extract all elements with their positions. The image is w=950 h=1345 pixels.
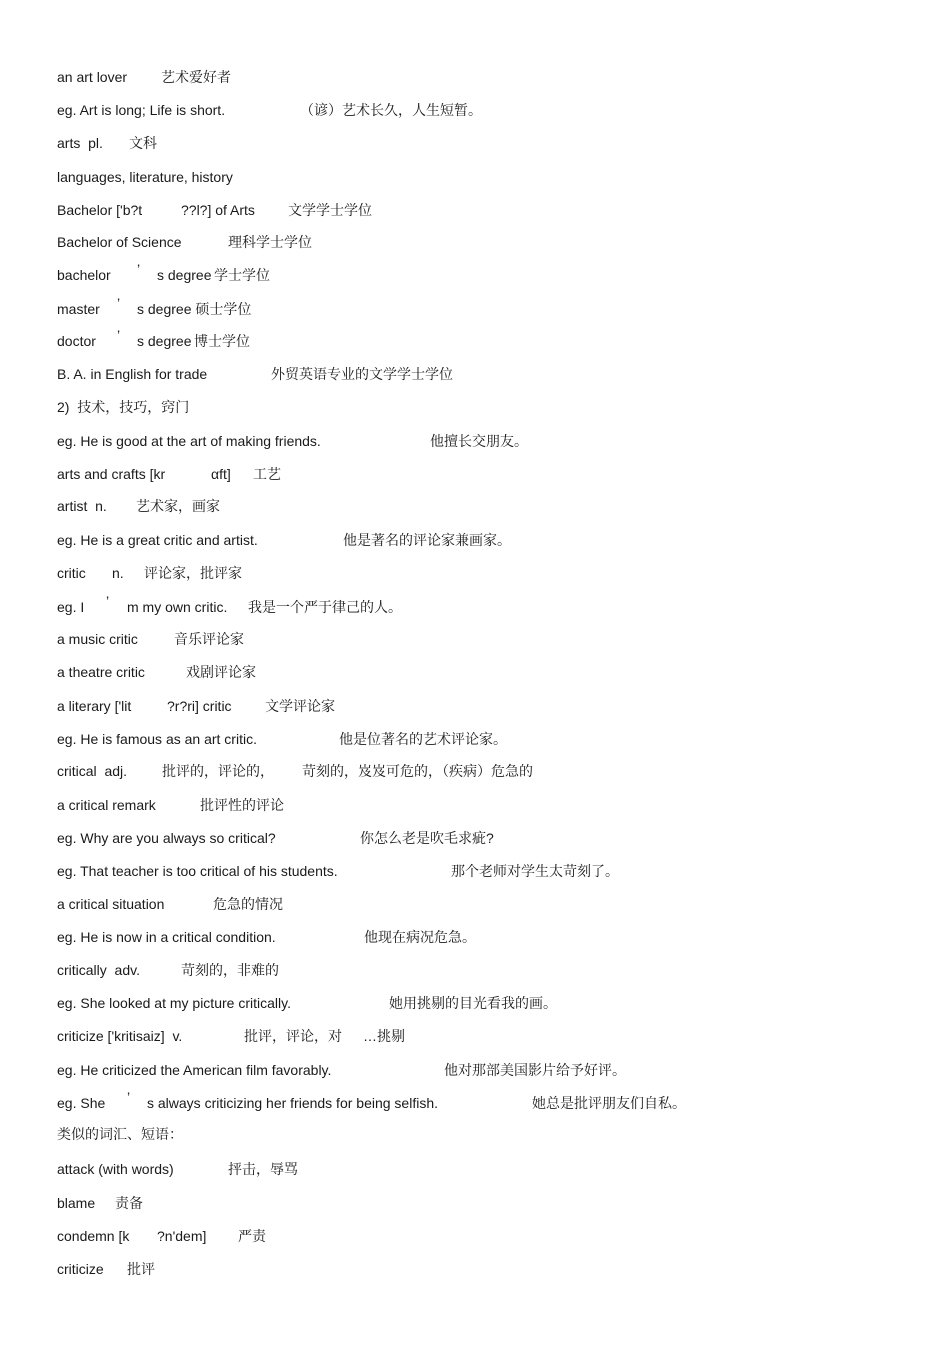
text-segment: a critical remark [57,797,156,813]
text-segment: attack (with words) [57,1161,174,1177]
text-segment: doctor [57,333,96,349]
text-segment: eg. He is good at the art of making friends. [57,433,321,449]
text-segment: eg. He is a great critic and artist. [57,532,258,548]
text-segment: ?n'dem] [157,1228,207,1244]
text-segment: bachelor [57,267,111,283]
text-segment: 他现在病况危急。 [364,929,476,945]
text-segment: s always criticizing her friends for being selfish. [147,1095,439,1111]
text-segment: 理科学士学位 [228,234,312,250]
text-segment: 学士学位 [214,267,270,283]
text-segment: blame [57,1195,96,1211]
text-segment: 苛刻的，非难的 [181,962,279,978]
text-segment: 艺术家，画家 [136,498,220,514]
text-segment: 责备 [115,1195,143,1211]
text-segment: 抨击，辱骂 [228,1161,298,1177]
text-segment: 他是位著名的艺术评论家。 [339,731,507,747]
text-segment: arts and crafts [kr [57,466,166,482]
text-segment: eg. He is famous as an art critic. [57,731,257,747]
text-segment: 苛刻的，岌岌可危的，（疾病）危急的 [302,763,533,779]
text-segment: 批评，评论，对 [244,1028,342,1044]
text-segment: eg. She [57,1095,106,1111]
text-segment: ??l?] of Arts [181,202,255,218]
text-segment: criticize [57,1261,104,1277]
text-segment: critical adj. [57,763,128,779]
text-segment: criticize ['kritisaiz] v. [57,1028,183,1044]
text-segment: B. A. in English for trade [57,366,208,382]
text-segment: a literary ['lit [57,698,132,714]
text-segment: 那个老师对学生太苛刻了。 [451,863,619,879]
text-segment: s degree [137,333,192,349]
text-segment: 文学学士学位 [288,202,372,218]
text-segment: condemn [k [57,1228,130,1244]
text-segment: ?r?ri] critic [167,698,232,714]
text-segment: ’ [137,261,141,277]
text-segment: master [57,301,100,317]
text-segment: 危急的情况 [213,896,283,912]
text-segment: 严责 [238,1228,266,1244]
text-segment: Bachelor of Science [57,234,182,250]
text-segment: 批评的，评论的， [162,763,274,779]
text-segment: n. [112,565,124,581]
text-segment: eg. Art is long; Life is short. [57,102,226,118]
text-segment: 批评性的评论 [200,797,284,813]
text-segment: 你怎么老是吹毛求疵? [360,830,494,846]
text-segment: 工艺 [253,466,281,482]
text-segment: eg. I [57,599,85,615]
text-segment: arts pl. [57,135,103,151]
text-segment: eg. Why are you always so critical? [57,830,276,846]
text-segment: eg. That teacher is too critical of his students. [57,863,338,879]
text-segment: 他擅长交朋友。 [430,433,528,449]
text-segment: 类似的词汇、短语： [57,1126,183,1142]
text-segment: 他对那部美国影片给予好评。 [444,1062,626,1078]
text-segment: 文学评论家 [265,698,335,714]
text-segment: 她用挑剔的目光看我的画。 [389,995,557,1011]
text-segment: a music critic [57,631,138,647]
text-segment: 艺术爱好者 [161,69,231,85]
text-segment: eg. He is now in a critical condition. [57,929,276,945]
text-segment: 2) 技术，技巧，窍门 [57,399,190,415]
text-segment: Bachelor ['b?t [57,202,143,218]
text-segment: a critical situation [57,896,165,912]
text-segment: 他是著名的评论家兼画家。 [343,532,511,548]
text-segment: critically adv. [57,962,140,978]
text-segment: αft] [211,466,231,482]
text-segment: ’ [127,1089,131,1105]
text-segment: （谚）艺术长久，人生短暂。 [300,102,482,118]
text-segment: 她总是批评朋友们自私。 [532,1095,686,1111]
text-segment: …挑剔 [363,1028,405,1044]
text-segment: 评论家，批评家 [144,565,242,581]
text-segment: 批评 [127,1261,155,1277]
text-segment: critic [57,565,86,581]
text-segment: 博士学位 [194,333,250,349]
text-segment: 戏剧评论家 [186,664,256,680]
text-segment: m my own critic. [127,599,228,615]
text-segment: s degree 硕士学位 [137,301,252,317]
text-segment: 文科 [129,135,157,151]
text-segment: ’ [117,295,121,311]
text-segment: artist n. [57,498,107,514]
text-segment: eg. He criticized the American film favorably. [57,1062,332,1078]
text-segment: 我是一个严于律己的人。 [248,599,402,615]
text-segment: 外贸英语专业的文学学士学位 [271,366,453,382]
text-segment: eg. She looked at my picture critically. [57,995,291,1011]
text-segment: languages, literature, history [57,169,233,185]
text-segment: s degree [157,267,212,283]
text-segment: an art lover [57,69,128,85]
text-segment: ’ [106,593,110,609]
text-segment: 音乐评论家 [174,631,244,647]
text-segment: ’ [117,327,121,343]
text-segment: a theatre critic [57,664,145,680]
